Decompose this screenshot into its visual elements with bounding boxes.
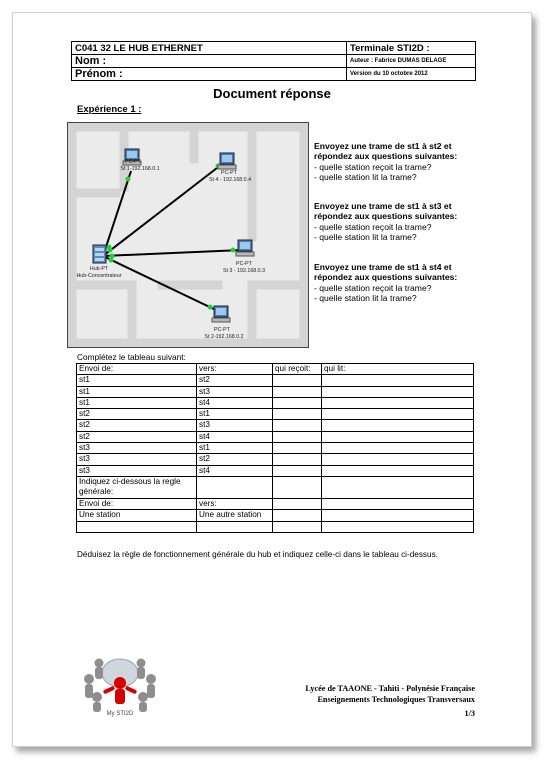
cell[interactable]	[273, 476, 322, 498]
cell[interactable]	[322, 510, 474, 521]
general-rule-row	[77, 476, 474, 498]
table-row	[77, 386, 474, 397]
general-answer-row	[77, 510, 474, 521]
st1-address-label: St 1-192.168.0.1	[120, 166, 160, 172]
table-intro: Complétez le tableau suivant:	[77, 352, 186, 362]
footer	[233, 683, 475, 719]
cell[interactable]	[273, 510, 322, 521]
general-receiver: Une autre station	[197, 510, 273, 521]
reads-cell[interactable]	[322, 465, 474, 476]
sender-cell: st2	[77, 409, 197, 420]
reads-cell[interactable]	[322, 420, 474, 431]
reads-cell[interactable]	[322, 386, 474, 397]
reads-cell[interactable]	[322, 409, 474, 420]
cell[interactable]	[77, 521, 197, 532]
receives-cell[interactable]	[273, 443, 322, 454]
st3-address-label: St 3 - 192.168.0.3	[222, 268, 266, 274]
receives-cell[interactable]	[273, 420, 322, 431]
question-1-line1: Envoyez une trame de st1 à st2 et	[314, 141, 452, 151]
reads-cell[interactable]	[322, 397, 474, 408]
cell[interactable]	[322, 476, 474, 498]
table-row	[77, 443, 474, 454]
receives-cell[interactable]	[273, 454, 322, 465]
prenom-field[interactable]: Prénom :	[72, 68, 347, 81]
nom-field[interactable]: Nom :	[72, 55, 347, 68]
table-row	[77, 465, 474, 476]
general-blank-row	[77, 521, 474, 532]
instruction-text: Déduisez la règle de fonctionnement générale du hub et indiquez celle-ci dans le tableau ci-dessus.	[77, 550, 438, 559]
sender-cell: st1	[77, 375, 197, 386]
hub-icon[interactable]	[93, 245, 106, 263]
general-rule-label: Indiquez ci-dessous la regle générale:	[77, 476, 197, 498]
question-block-3	[314, 262, 524, 304]
table-row	[77, 431, 474, 442]
header-envoi: Envoi de:	[77, 364, 197, 375]
header-qui-recoit: qui reçoit:	[273, 364, 322, 375]
link-hub-st3	[103, 250, 242, 256]
st4-type-label: PC-PT	[221, 170, 237, 176]
receiver-cell: st4	[197, 465, 273, 476]
general-header-row	[77, 498, 474, 509]
receiver-cell: st4	[197, 431, 273, 442]
receiver-cell: st3	[197, 386, 273, 397]
footer-course: Enseignements Technologiques Transversaux	[317, 695, 475, 704]
logo-caption: My STI2D	[106, 711, 134, 717]
receives-cell[interactable]	[273, 375, 322, 386]
answer-table	[76, 363, 474, 533]
header-table	[71, 41, 476, 81]
sender-cell: st2	[77, 420, 197, 431]
receives-cell[interactable]	[273, 465, 322, 476]
sender-cell: st1	[77, 397, 197, 408]
reads-cell[interactable]	[322, 431, 474, 442]
table-header-row	[77, 364, 474, 375]
table-row	[77, 375, 474, 386]
mysti2d-logo	[75, 649, 165, 717]
pc-icon-st4[interactable]	[218, 153, 236, 169]
document-code-title: C041 32 LE HUB ETHERNET	[72, 42, 347, 55]
footer-school: Lycée de TAAONE - Tahiti - Polynésie Française	[305, 684, 475, 693]
question-3-line1: Envoyez une trame de st1 à st4 et	[314, 262, 452, 272]
receiver-cell: st2	[197, 375, 273, 386]
receiver-cell: st1	[197, 409, 273, 420]
question-block-1	[314, 141, 524, 183]
receiver-cell: st1	[197, 443, 273, 454]
page-title: Document réponse	[213, 86, 331, 101]
question-1-read: - quelle station lit la trame?	[314, 172, 417, 183]
question-2-line1: Envoyez une trame de st1 à st3 et	[314, 201, 452, 211]
receives-cell[interactable]	[273, 409, 322, 420]
question-1-receive: - quelle station reçoit la trame?	[314, 161, 432, 172]
table-row	[77, 409, 474, 420]
pc-icon-st2[interactable]	[212, 306, 230, 322]
cell[interactable]	[273, 498, 322, 509]
table-row	[77, 397, 474, 408]
st4-address-label: St 4 - 192.168.0.4	[208, 177, 252, 183]
reads-cell[interactable]	[322, 454, 474, 465]
receives-cell[interactable]	[273, 431, 322, 442]
question-2-read: - quelle station lit la trame?	[314, 232, 417, 243]
st1-type-label: PC-PT	[125, 159, 141, 165]
hub-name-label: Hub-Concentrateur	[76, 273, 122, 279]
network-diagram-svg	[68, 123, 308, 347]
cell[interactable]	[197, 521, 273, 532]
general-header-envoi: Envoi de:	[77, 498, 197, 509]
table-row	[77, 420, 474, 431]
sender-cell: st3	[77, 465, 197, 476]
sender-cell: st1	[77, 386, 197, 397]
receiver-cell: st2	[197, 454, 273, 465]
reads-cell[interactable]	[322, 375, 474, 386]
st2-type-label: PC-PT	[214, 327, 230, 333]
question-2-line2: répondez aux questions suivantes:	[314, 211, 458, 222]
cell[interactable]	[197, 476, 273, 498]
question-block-2	[314, 201, 524, 243]
question-3-read: - quelle station lit la trame?	[314, 293, 417, 304]
question-3-receive: - quelle station reçoit la trame?	[314, 282, 432, 293]
cell[interactable]	[322, 498, 474, 509]
pc-icon-st3[interactable]	[236, 240, 254, 256]
logo-graphic	[75, 649, 165, 717]
table-row	[77, 454, 474, 465]
st3-type-label: PC-PT	[236, 261, 252, 267]
receiver-cell: st3	[197, 420, 273, 431]
question-3-line2: répondez aux questions suivantes:	[314, 272, 458, 283]
sender-cell: st2	[77, 431, 197, 442]
general-header-vers: vers:	[197, 498, 273, 509]
general-sender: Une station	[77, 510, 197, 521]
receives-cell[interactable]	[273, 386, 322, 397]
network-diagram	[67, 122, 309, 348]
sender-cell: st3	[77, 443, 197, 454]
hub-type-label: Hub-PT	[89, 266, 109, 272]
reads-cell[interactable]	[322, 443, 474, 454]
receiver-cell: st4	[197, 397, 273, 408]
link-hub-st1	[103, 171, 131, 256]
header-qui-lit: qui lit:	[322, 364, 474, 375]
experience-heading: Expérience 1 :	[77, 104, 142, 115]
question-1-line2: répondez aux questions suivantes:	[314, 151, 458, 162]
class-label: Terminale STI2D :	[347, 42, 476, 55]
question-2-receive: - quelle station reçoit la trame?	[314, 221, 432, 232]
floor-plan	[68, 123, 308, 347]
header-vers: vers:	[197, 364, 273, 375]
version-label: Version du 10 octobre 2012	[347, 68, 476, 81]
receives-cell[interactable]	[273, 397, 322, 408]
st2-address-label: St 2-192.168.0.2	[204, 334, 244, 340]
page-number: 1/3	[464, 709, 475, 718]
cell[interactable]	[322, 521, 474, 532]
sender-cell: st3	[77, 454, 197, 465]
cell[interactable]	[273, 521, 322, 532]
author-label: Auteur : Fabrice DUMAS DELAGE	[347, 55, 476, 68]
document-page	[12, 12, 532, 747]
